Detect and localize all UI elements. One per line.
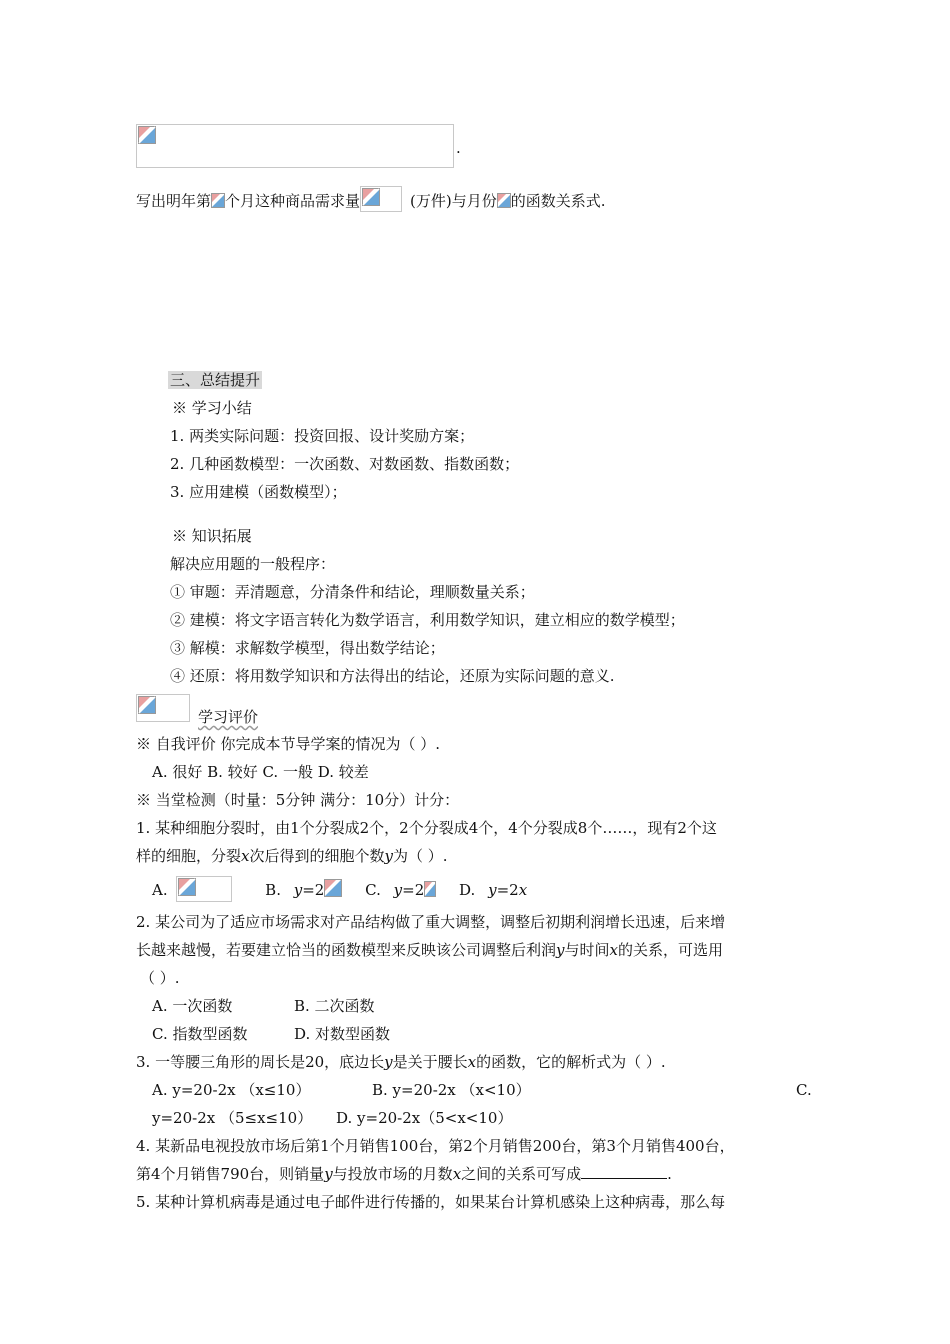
var-y: y bbox=[324, 1165, 333, 1183]
list-item: 1. 两类实际问题：投资回报、设计奖励方案； bbox=[170, 427, 475, 445]
text-segment: 写出明年第 bbox=[136, 192, 212, 210]
var-y: y bbox=[384, 1053, 393, 1071]
var-y: y bbox=[293, 881, 303, 899]
text-segment: . bbox=[667, 1165, 672, 1183]
text-segment: 个月这种商品需求量 bbox=[225, 192, 361, 210]
question-5-line-1: 5. 某种计算机病毒是通过电子邮件进行传播的，如果某台计算机感染上这种病毒，那么每 bbox=[136, 1193, 726, 1211]
evaluation-heading: 学习评价 bbox=[198, 708, 259, 726]
question-3-option-b: B. y=20-2x （x<10） bbox=[372, 1081, 531, 1099]
text-segment: 的关系，可选用 bbox=[617, 941, 723, 959]
list-item: ② 建模：将文字语言转化为数学语言，利用数学知识，建立相应的数学模型； bbox=[170, 611, 685, 629]
question-2-option-d: D. 对数型函数 bbox=[294, 1025, 391, 1043]
study-summary-title: ※ 学习小结 bbox=[172, 399, 252, 417]
question-2-line-3: （ ）. bbox=[140, 969, 180, 987]
text-segment: 是关于腰长 bbox=[392, 1053, 468, 1071]
list-item: ③ 解模：求解数学模型，得出数学结论； bbox=[170, 639, 445, 657]
test-title: ※ 当堂检测（时量：5分钟 满分：10分）计分： bbox=[136, 791, 460, 809]
answer-blank[interactable] bbox=[581, 1164, 667, 1179]
text-segment: 次后得到的细胞个数 bbox=[249, 847, 385, 865]
text-segment: =2 bbox=[496, 881, 519, 899]
section-heading-text: 三、总结提升 bbox=[170, 371, 261, 389]
demand-sentence bbox=[136, 186, 606, 212]
question-2-line-1: 2. 某公司为了适应市场需求对产品结构做了重大调整，调整后初期利润增长迅速，后来增 bbox=[136, 913, 726, 931]
broken-image-icon bbox=[136, 694, 190, 722]
list-item: 2. 几种函数模型：一次函数、对数函数、指数函数； bbox=[170, 455, 520, 473]
text-segment: 样的细胞，分裂 bbox=[136, 847, 242, 865]
text-segment: 与投放市场的月数 bbox=[332, 1165, 453, 1183]
question-4-line-2 bbox=[136, 1164, 672, 1184]
question-2-line-2 bbox=[136, 940, 723, 960]
question-3-option-a: A. y=20-2x （x≤10） bbox=[152, 1081, 311, 1099]
broken-image-icon bbox=[324, 879, 342, 897]
var-y: y bbox=[393, 881, 403, 899]
text-segment: 长越来越慢，若要建立恰当的函数模型来反映该公司调整后利润 bbox=[136, 941, 557, 959]
var-x: x bbox=[609, 941, 618, 959]
procedure-intro: 解决应用题的一般程序： bbox=[170, 555, 336, 573]
question-2-option-a: A. 一次函数 bbox=[152, 997, 233, 1015]
self-evaluation: ※ 自我评价 你完成本节导学案的情况为（ ）. bbox=[136, 735, 441, 753]
question-2-option-b: B. 二次函数 bbox=[294, 997, 375, 1015]
var-x: x bbox=[452, 1165, 462, 1183]
formula-image-top bbox=[136, 124, 454, 168]
period-mark: . bbox=[456, 139, 461, 157]
section-heading bbox=[168, 370, 262, 390]
option-c-label: C. bbox=[365, 881, 381, 899]
knowledge-title: ※ 知识拓展 bbox=[172, 527, 252, 545]
var-x: x bbox=[241, 847, 250, 865]
question-1-line-1: 1. 某种细胞分裂时，由1个分裂成2个，2个分裂成4个，4个分裂成8个……，现有2个这 bbox=[136, 819, 717, 837]
question-1-line-2 bbox=[136, 846, 448, 866]
list-item: ① 审题：弄清题意，分清条件和结论，理顺数量关系； bbox=[170, 583, 535, 601]
var-y: y bbox=[384, 847, 393, 865]
list-item: ④ 还原：将用数学知识和方法得出的结论，还原为实际问题的意义. bbox=[170, 667, 615, 685]
var-y: y bbox=[488, 881, 497, 899]
broken-image-icon bbox=[360, 186, 402, 212]
text-segment: =2 bbox=[302, 881, 325, 899]
text-segment: 之间的关系可写成 bbox=[461, 1165, 582, 1183]
question-3-option-c: y=20-2x （5≤x≤10） bbox=[152, 1109, 313, 1127]
option-d-label: D. bbox=[459, 881, 476, 899]
var-y: y bbox=[556, 941, 565, 959]
text-segment: 为（ ）. bbox=[392, 847, 448, 865]
broken-image-icon bbox=[497, 193, 511, 208]
broken-image-icon bbox=[136, 124, 454, 168]
text-segment: 的函数关系式. bbox=[510, 192, 606, 210]
question-4-line-1: 4. 某新品电视投放市场后第1个月销售100台，第2个月销售200台，第3个月销售400台， bbox=[136, 1137, 735, 1155]
question-3-option-d: D. y=20-2x（5<x<10） bbox=[336, 1109, 513, 1127]
option-b-label: B. bbox=[265, 881, 281, 899]
evaluation-heading-row bbox=[136, 694, 259, 726]
text-segment: 的函数，它的解析式为（ ）. bbox=[476, 1053, 666, 1071]
text-segment: 与时间 bbox=[564, 941, 610, 959]
question-1-options bbox=[152, 876, 527, 902]
broken-image-icon bbox=[211, 193, 225, 208]
option-a-label: A. bbox=[152, 881, 168, 899]
self-evaluation-options: A. 很好 B. 较好 C. 一般 D. 较差 bbox=[152, 763, 369, 781]
var-x: x bbox=[518, 881, 528, 899]
question-2-option-c: C. 指数型函数 bbox=[152, 1025, 248, 1043]
broken-image-icon bbox=[176, 876, 232, 902]
question-3-line-1 bbox=[136, 1052, 666, 1072]
question-3-option-c-label: C. bbox=[796, 1081, 812, 1099]
text-segment: 第4个月销售790台，则销量 bbox=[136, 1165, 325, 1183]
text-segment: =2 bbox=[402, 881, 425, 899]
text-segment: 3. 一等腰三角形的周长是20，底边长 bbox=[136, 1053, 385, 1071]
list-item: 3. 应用建模（函数模型）； bbox=[170, 483, 347, 501]
broken-image-icon bbox=[424, 881, 436, 897]
text-segment: (万件)与月份 bbox=[410, 192, 497, 210]
var-x: x bbox=[467, 1053, 477, 1071]
